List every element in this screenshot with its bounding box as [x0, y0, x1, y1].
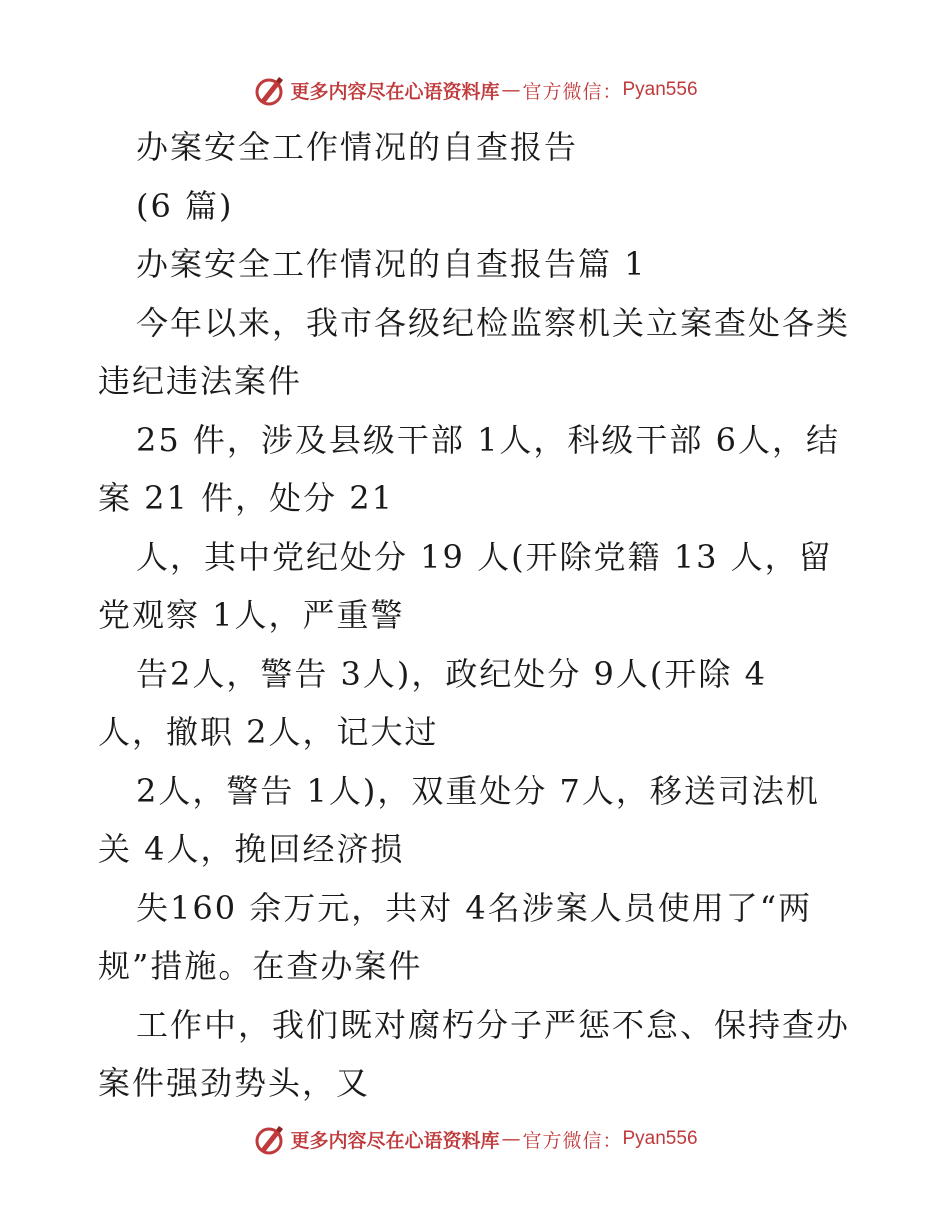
- banner-text: 更多内容尽在心语资料库: [290, 80, 500, 103]
- footer-banner: [0, 1119, 950, 1159]
- paragraph-line: 2人，警告 1人)，双重处分 7人，移送司法机: [136, 771, 820, 810]
- document-body: [98, 118, 858, 1113]
- paragraph-line: 失160 余万元，共对 4名涉案人员使用了“两: [136, 888, 813, 927]
- paragraph-line: 关 4人，挽回经济损: [98, 830, 405, 868]
- banner-separator: —: [501, 79, 521, 101]
- paragraph-line: 违纪违法案件: [98, 362, 303, 400]
- paragraph-line: 今年以来，我市各级纪检监察机关立案查处各类: [136, 303, 851, 342]
- banner-wechat-id: Pyan556: [622, 79, 698, 100]
- paragraph-line: 党观察 1人，严重警: [98, 596, 405, 634]
- banner-wechat-id: Pyan556: [622, 1128, 698, 1149]
- document-subtitle: (6 篇): [136, 186, 234, 225]
- document-title: 办案安全工作情况的自查报告: [136, 128, 579, 166]
- paragraph-line: 案件强劲势头，又: [98, 1064, 371, 1102]
- banner-separator: —: [501, 1128, 521, 1150]
- paragraph-line: 人，其中党纪处分 19 人(开除党籍 13 人，留: [136, 537, 833, 576]
- banner-text: 更多内容尽在心语资料库: [290, 1129, 500, 1152]
- pen-logo-icon: [252, 1122, 286, 1156]
- section-heading: 办案安全工作情况的自查报告篇 1: [136, 245, 647, 283]
- banner-wechat-label: 官方微信：: [522, 1129, 623, 1152]
- header-banner: [0, 70, 950, 110]
- paragraph-line: 告2人，警告 3人)，政纪处分 9人(开除 4: [136, 654, 767, 693]
- pen-logo-icon: [252, 73, 286, 107]
- paragraph-line: 规”措施。在查办案件: [98, 947, 423, 985]
- paragraph-line: 案 21 件，处分 21: [98, 479, 394, 517]
- paragraph-line: 工作中，我们既对腐朽分子严惩不怠、保持查办: [136, 1005, 851, 1044]
- paragraph-line: 人，撤职 2人，记大过: [98, 713, 439, 751]
- paragraph-line: 25 件，涉及县级干部 1人，科级干部 6人，结: [136, 420, 840, 459]
- banner-wechat-label: 官方微信：: [522, 80, 623, 103]
